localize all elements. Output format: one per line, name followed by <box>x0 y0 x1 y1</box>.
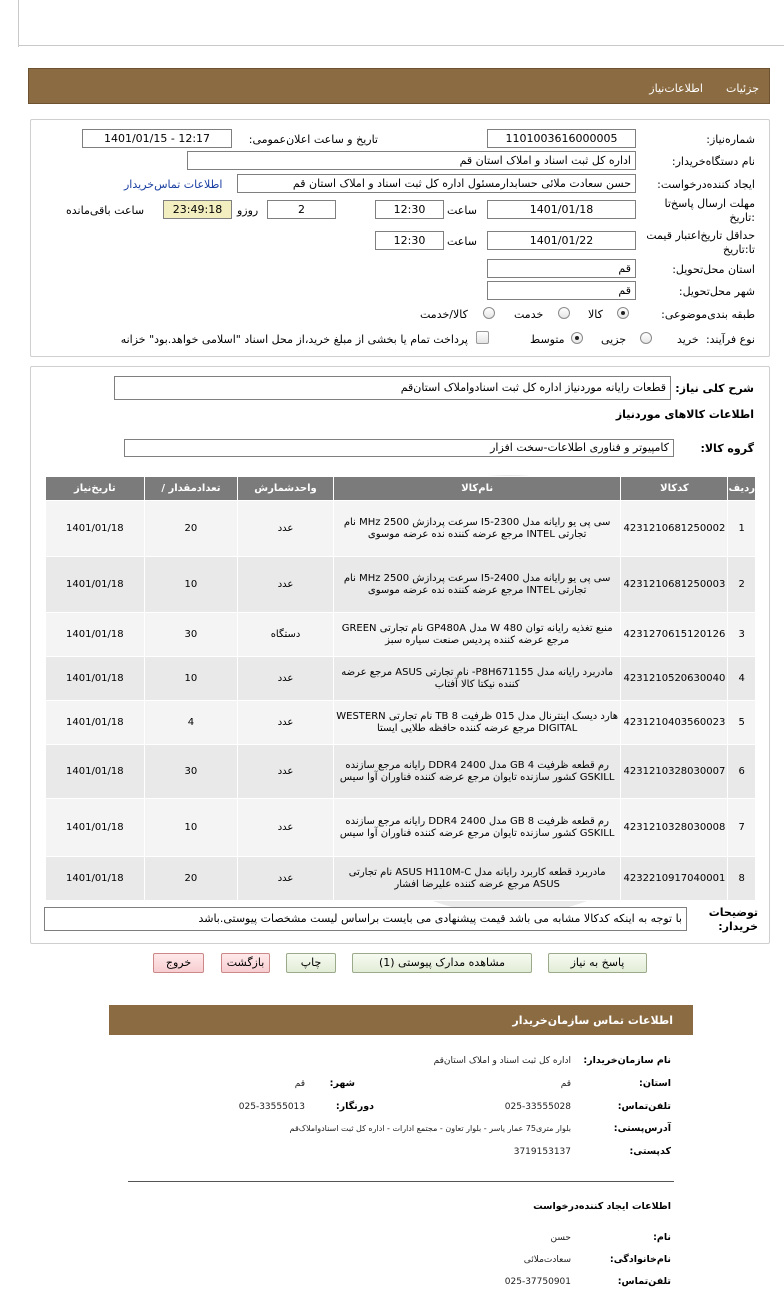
cell-name: رم قطعه ظرفیت 4 GB مدل DDR4 2400 رایانه مرجع سازنده GSKILL کشور سازنده تایوان مرجع عرضه کننده فناوران آوا سیس <box>333 745 621 799</box>
cell-date: 1401/01/18 <box>46 799 145 857</box>
category-goods-radio[interactable] <box>617 307 629 319</box>
creator-phone-value: 025-37750901 <box>504 1277 571 1287</box>
table-header-row <box>46 477 756 501</box>
cell-unit: عدد <box>238 799 334 857</box>
city-label: شهر محل‌تحویل: <box>678 285 755 298</box>
cell-code: 4231210403560023 <box>621 701 728 745</box>
process-label: نوع فرآیند: <box>705 333 755 346</box>
cell-date: 1401/01/18 <box>46 557 145 613</box>
cell-code: 4232210917040001 <box>621 857 728 901</box>
creator-name-label: نام: <box>653 1232 671 1243</box>
cell-code: 4231210681250002 <box>621 501 728 557</box>
cell-date: 1401/01/18 <box>46 613 145 657</box>
buyer-field[interactable]: اداره کل ثبت اسناد و املاک استان قم <box>187 151 636 170</box>
col-header-unit: واحدشمارش <box>238 477 334 501</box>
contact-province-value: قم <box>560 1079 571 1089</box>
city-field[interactable]: قم <box>487 281 636 300</box>
contact-address-label: آدرس‌پستی: <box>613 1123 671 1134</box>
org-name-value: اداره کل ثبت اسناد و املاک استان‌قم <box>433 1056 571 1066</box>
page-left-rule <box>18 0 19 47</box>
creator-family-value: سعادت‌ملائی <box>523 1255 571 1265</box>
contact-address-value: بلوار متری75 عمار یاسر - بلوار تعاون - مجتمع ادارات - اداره کل ثبت اسنادواملاک‌قم <box>289 1124 571 1133</box>
cell-code: 4231210681250003 <box>621 557 728 613</box>
col-header-code: کدکالا <box>621 477 728 501</box>
cell-unit: عدد <box>238 657 334 701</box>
creator-name-value: حسن <box>550 1233 571 1243</box>
contact-section-title: اطلاعات تماس سازمان‌خریدار <box>512 1014 673 1027</box>
cell-unit: عدد <box>238 501 334 557</box>
back-button[interactable]: بازگشت <box>221 953 270 973</box>
tab-details[interactable]: جزئیات <box>726 82 759 95</box>
contact-postal-value: 3719153137 <box>513 1147 571 1157</box>
creator-label: ایجاد کننده‌درخواست: <box>657 178 755 191</box>
cell-name: سی پی یو رایانه مدل I5-2400 سرعت پردازش 2500 MHz نام تجارتی INTEL مرجع عرضه کننده نده عرضه موسوی <box>333 557 621 613</box>
cell-row-number: 5 <box>728 701 756 745</box>
cell-row-number: 1 <box>728 501 756 557</box>
validity-time-label: ساعت <box>447 235 477 248</box>
table-row <box>46 745 756 799</box>
contact-city-label: شهر: <box>329 1078 355 1089</box>
cell-code: 4231270615120126 <box>621 613 728 657</box>
table-row <box>46 613 756 657</box>
cell-qty: 30 <box>144 613 238 657</box>
col-header-row: ردیف <box>728 477 756 501</box>
cell-row-number: 7 <box>728 799 756 857</box>
table-row <box>46 799 756 857</box>
attachments-button[interactable]: مشاهده مدارک پیوستی (1) <box>352 953 532 973</box>
category-label: طبقه بندی‌موضوعی: <box>661 308 755 321</box>
cell-unit: عدد <box>238 701 334 745</box>
cell-date: 1401/01/18 <box>46 857 145 901</box>
creator-field[interactable]: حسن سعادت ملائی حسابدارمسئول اداره کل ثبت اسناد و املاک استان قم <box>237 174 636 193</box>
creator-section-title: اطلاعات ایجاد کننده‌درخواست <box>533 1201 671 1212</box>
cell-date: 1401/01/18 <box>46 745 145 799</box>
category-both-label: کالا/خدمت <box>420 308 468 321</box>
cell-name: مادربرد قطعه کاربرد رایانه مدل ASUS H110M-C نام تجارتی ASUS مرجع عرضه کننده علیرضا افشار <box>333 857 621 901</box>
cell-qty: 10 <box>144 657 238 701</box>
cell-row-number: 8 <box>728 857 756 901</box>
province-field[interactable]: قم <box>487 259 636 278</box>
contact-phone-value: 025-33555028 <box>504 1102 571 1112</box>
exit-button[interactable]: خروج <box>153 953 204 973</box>
cell-name: سی پی یو رایانه مدل I5-2300 سرعت پردازش 2500 MHz نام تجارتی INTEL مرجع عرضه کننده نده عرضه موسوی <box>333 501 621 557</box>
cell-qty: 30 <box>144 745 238 799</box>
category-service-radio[interactable] <box>558 307 570 319</box>
cell-row-number: 3 <box>728 613 756 657</box>
group-label: گروه کالا: <box>700 442 754 455</box>
cell-qty: 4 <box>144 701 238 745</box>
deadline-time-field[interactable]: 12:30 <box>375 200 444 219</box>
process-minor-label: جزیی <box>601 333 627 346</box>
province-label: استان محل‌تحویل: <box>672 263 755 276</box>
contact-phone-label: تلفن‌تماس: <box>617 1101 671 1112</box>
page-top-rule <box>18 45 784 46</box>
contact-city-value: قم <box>294 1079 305 1089</box>
cell-qty: 20 <box>144 857 238 901</box>
table-row <box>46 701 756 745</box>
buyer-notes-label: توضیحات خریدار: <box>708 906 758 933</box>
cell-code: 4231210328030008 <box>621 799 728 857</box>
process-minor-radio[interactable] <box>640 332 652 344</box>
category-both-radio[interactable] <box>483 307 495 319</box>
validity-time-field[interactable]: 12:30 <box>375 231 444 250</box>
summary-field[interactable]: قطعات رایانه موردنیاز اداره کل ثبت اسنادواملاک استان‌قم <box>114 376 671 400</box>
goods-table <box>45 476 756 901</box>
creator-family-label: نام‌خانوادگی: <box>609 1254 671 1265</box>
summary-label: شرح کلی نیاز: <box>675 382 754 395</box>
contact-province-label: استان: <box>639 1078 671 1089</box>
table-row <box>46 857 756 901</box>
contact-postal-label: کدپستی: <box>629 1146 671 1157</box>
need-number-label: شماره‌نیاز: <box>706 133 755 146</box>
cell-qty: 20 <box>144 501 238 557</box>
process-buy-label: خرید <box>677 333 699 346</box>
deadline-label: مهلت ارسال پاسخ‌تا :تاریخ <box>664 197 755 224</box>
announce-field[interactable]: 1401/01/15 - 12:17 <box>82 129 232 148</box>
cell-code: 4231210328030007 <box>621 745 728 799</box>
contact-fax-value: 025-33555013 <box>238 1102 305 1112</box>
reply-button[interactable]: پاسخ به نیاز <box>548 953 647 973</box>
buyer-label: نام دستگاه‌خریدار: <box>671 155 755 168</box>
tab-need-info[interactable]: اطلاعات‌نیاز <box>649 82 703 95</box>
remaining-label: ساعت باقی‌مانده <box>66 204 145 217</box>
cell-name: مادربرد رایانه مدل P8H671155- نام تجارتی ASUS مرجع عرضه کننده نیکتا کالا آفتاب <box>333 657 621 701</box>
cell-unit: دستگاه <box>238 613 334 657</box>
cell-unit: عدد <box>238 745 334 799</box>
table-row <box>46 501 756 557</box>
cell-row-number: 4 <box>728 657 756 701</box>
need-number-field[interactable]: 1101003616000005 <box>487 129 636 148</box>
table-row <box>46 657 756 701</box>
buyer-contact-link[interactable]: اطلاعات تماس‌خریدار <box>124 178 223 191</box>
contact-divider <box>128 1181 674 1182</box>
contact-fax-label: دورنگار: <box>335 1101 374 1112</box>
validity-label: حداقل تاریخ‌اعتبار قیمت تا:تاریخ <box>646 229 755 256</box>
cell-row-number: 2 <box>728 557 756 613</box>
cell-unit: عدد <box>238 557 334 613</box>
process-medium-radio[interactable] <box>571 332 583 344</box>
deadline-date-field[interactable]: 1401/01/18 <box>487 200 636 219</box>
category-service-label: خدمت <box>514 308 544 321</box>
org-name-label: نام سازمان‌خریدار: <box>583 1055 671 1066</box>
table-row <box>46 557 756 613</box>
cell-date: 1401/01/18 <box>46 657 145 701</box>
buyer-notes-field[interactable]: با توجه به اینکه کدکالا مشابه می باشد قیمت پیشنهادی می بایست براساس لیست مشخصات پیوستی.باشد <box>44 907 687 931</box>
col-header-date: تاریخ‌نیاز <box>46 477 145 501</box>
cell-date: 1401/01/18 <box>46 701 145 745</box>
col-header-name: نام‌کالا <box>333 477 621 501</box>
group-field[interactable]: کامپیوتر و فناوری اطلاعات-سخت افزار <box>124 439 674 457</box>
cell-name: منبع تغذیه رایانه توان 480 W مدل GP480A نام تجارتی GREEN مرجع عرضه کننده پردیس صنعت سیاره سبز <box>333 613 621 657</box>
process-medium-label: متوسط <box>530 333 565 346</box>
deadline-time-label: ساعت <box>447 204 477 217</box>
category-goods-label: کالا <box>588 308 603 321</box>
goods-section-title: اطلاعات کالاهای موردنیاز <box>615 408 754 421</box>
print-button[interactable]: چاپ <box>286 953 336 973</box>
cell-name: رم قطعه ظرفیت 8 GB مدل DDR4 2400 رایانه مرجع سازنده GSKILL کشور سازنده تایوان مرجع عرضه کننده فناوران آوا سیس <box>333 799 621 857</box>
cell-qty: 10 <box>144 799 238 857</box>
cell-code: 4231210520630040 <box>621 657 728 701</box>
announce-label: تاریخ و ساعت اعلان‌عمومی: <box>248 133 378 146</box>
creator-phone-label: تلفن‌تماس: <box>617 1276 671 1287</box>
remaining-timer: 23:49:18 <box>163 200 232 219</box>
contact-section-header <box>109 1005 693 1035</box>
days-field[interactable]: 2 <box>267 200 336 219</box>
treasury-payment-note: پرداخت تمام یا بخشی از مبلغ خرید،از محل اسناد "اسلامی خواهد.بود" خزانه <box>120 333 468 346</box>
col-header-qty: تعدادمقدار / <box>144 477 238 501</box>
cell-row-number: 6 <box>728 745 756 799</box>
cell-unit: عدد <box>238 857 334 901</box>
cell-date: 1401/01/18 <box>46 501 145 557</box>
tab-bar <box>28 68 770 104</box>
validity-date-field[interactable]: 1401/01/22 <box>487 231 636 250</box>
treasury-payment-checkbox[interactable] <box>476 331 489 344</box>
cell-qty: 10 <box>144 557 238 613</box>
cell-name: هارد دیسک اینترنال مدل 015 ظرفیت 8 TB نام تجارتی WESTERN DIGITAL مرجع عرضه کننده حافظه طلایی ایستا <box>333 701 621 745</box>
days-label: روزو <box>237 204 259 217</box>
